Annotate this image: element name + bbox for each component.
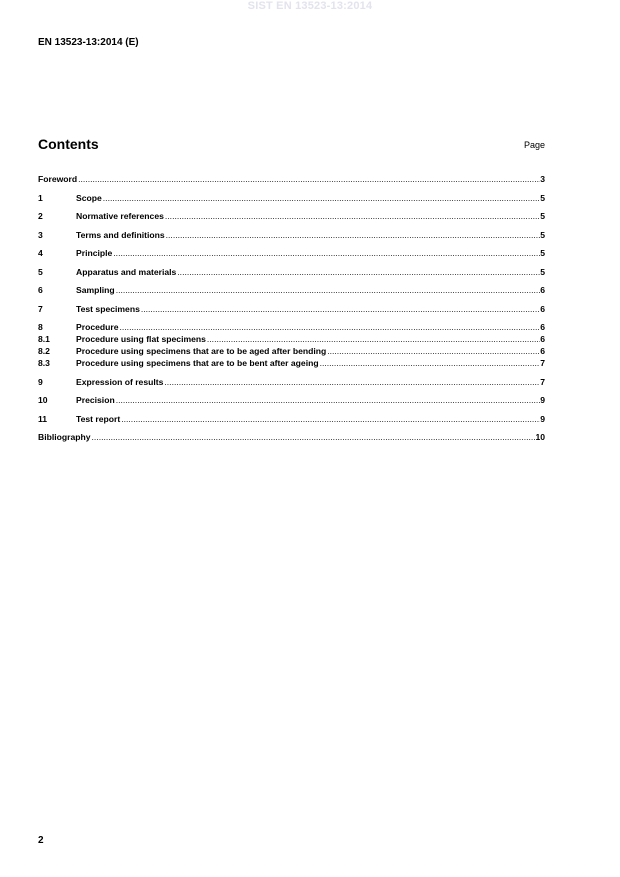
toc-number: 8 [38, 322, 43, 332]
toc-entry-normative-references[interactable] [38, 211, 545, 222]
toc-entry-principle[interactable] [38, 248, 545, 259]
toc-page: 7 [540, 376, 545, 387]
toc-leader-dots [115, 395, 541, 406]
toc-number: 8.2 [38, 346, 50, 356]
toc-label: Sampling [76, 285, 115, 295]
toc-entry-foreword[interactable] [38, 174, 545, 185]
toc-label: Procedure using specimens that are to be bent after ageing [76, 358, 319, 368]
toc-entry-terms-and-definitions[interactable] [38, 230, 545, 241]
contents-title: Contents [38, 136, 99, 152]
toc-number: 11 [38, 413, 48, 424]
toc-leader-dots [326, 346, 540, 357]
toc-number: 10 [38, 395, 48, 405]
toc-number: 5 [38, 266, 43, 277]
watermark: SIST EN 13523-13:2014 [247, 0, 373, 12]
toc-entry-scope[interactable] [38, 193, 545, 204]
toc-label: Expression of results [76, 376, 164, 387]
toc-entry-procedure-flat-specimens[interactable] [38, 334, 545, 345]
table-of-contents [38, 174, 545, 443]
toc-label: Test specimens [76, 303, 140, 314]
toc-label: Normative references [76, 211, 164, 221]
toc-entry-procedure-aged-after-bending[interactable] [38, 346, 545, 357]
toc-leader-dots [164, 211, 540, 222]
toc-label: Procedure using flat specimens [76, 334, 206, 344]
toc-leader-dots [163, 377, 540, 388]
toc-leader-dots [120, 414, 540, 425]
toc-label: Scope [76, 192, 102, 203]
toc-label: Principle [76, 248, 113, 258]
toc-page: 6 [540, 303, 545, 314]
toc-page: 6 [540, 334, 545, 344]
toc-leader-dots [176, 267, 540, 278]
toc-number: 1 [38, 192, 43, 203]
toc-entry-procedure[interactable] [38, 322, 545, 333]
toc-number: 2 [38, 211, 43, 221]
toc-number: 8.3 [38, 358, 50, 368]
toc-label: Apparatus and materials [76, 266, 177, 277]
toc-leader-dots [112, 248, 540, 259]
toc-page: 6 [540, 285, 545, 295]
toc-page: 10 [535, 432, 545, 442]
toc-entry-apparatus-and-materials[interactable] [38, 267, 545, 278]
toc-leader-dots [115, 285, 541, 296]
document-reference: EN 13523-13:2014 (E) [38, 37, 139, 48]
toc-number: 8.1 [38, 334, 50, 344]
toc-number: 6 [38, 285, 43, 295]
toc-label: Foreword [38, 174, 78, 184]
toc-page: 5 [540, 192, 545, 203]
toc-number: 3 [38, 229, 43, 240]
toc-number: 9 [38, 376, 43, 387]
toc-leader-dots [77, 174, 540, 185]
toc-label: Procedure [76, 322, 119, 332]
toc-number: 7 [38, 303, 43, 314]
toc-entry-test-specimens[interactable] [38, 304, 545, 315]
toc-entry-test-report[interactable] [38, 414, 545, 425]
toc-page: 6 [540, 322, 545, 332]
toc-page: 7 [540, 358, 545, 368]
toc-leader-dots [165, 230, 541, 241]
toc-page: 5 [540, 266, 545, 277]
toc-leader-dots [102, 193, 540, 204]
toc-number: 4 [38, 248, 43, 258]
toc-leader-dots [91, 432, 536, 443]
toc-page: 9 [540, 395, 545, 405]
toc-leader-dots [119, 322, 541, 333]
toc-label: Precision [76, 395, 115, 405]
toc-leader-dots [206, 334, 540, 345]
toc-page: 5 [540, 211, 545, 221]
toc-page: 5 [540, 248, 545, 258]
toc-entry-bibliography[interactable] [38, 432, 545, 443]
toc-label: Test report [76, 413, 121, 424]
page-column-label: Page [523, 140, 545, 150]
toc-page: 6 [540, 346, 545, 356]
toc-entry-precision[interactable] [38, 395, 545, 406]
toc-label: Bibliography [38, 432, 91, 442]
toc-page: 3 [540, 174, 545, 184]
toc-entry-sampling[interactable] [38, 285, 545, 296]
toc-entry-expression-of-results[interactable] [38, 377, 545, 388]
toc-label: Terms and definitions [76, 229, 165, 240]
toc-leader-dots [140, 304, 540, 315]
toc-page: 9 [540, 413, 545, 424]
toc-leader-dots [319, 358, 541, 369]
toc-entry-procedure-bent-after-ageing[interactable] [38, 358, 545, 369]
toc-label: Procedure using specimens that are to be aged after bending [76, 346, 327, 356]
page-number: 2 [38, 835, 44, 846]
toc-page: 5 [540, 229, 545, 240]
